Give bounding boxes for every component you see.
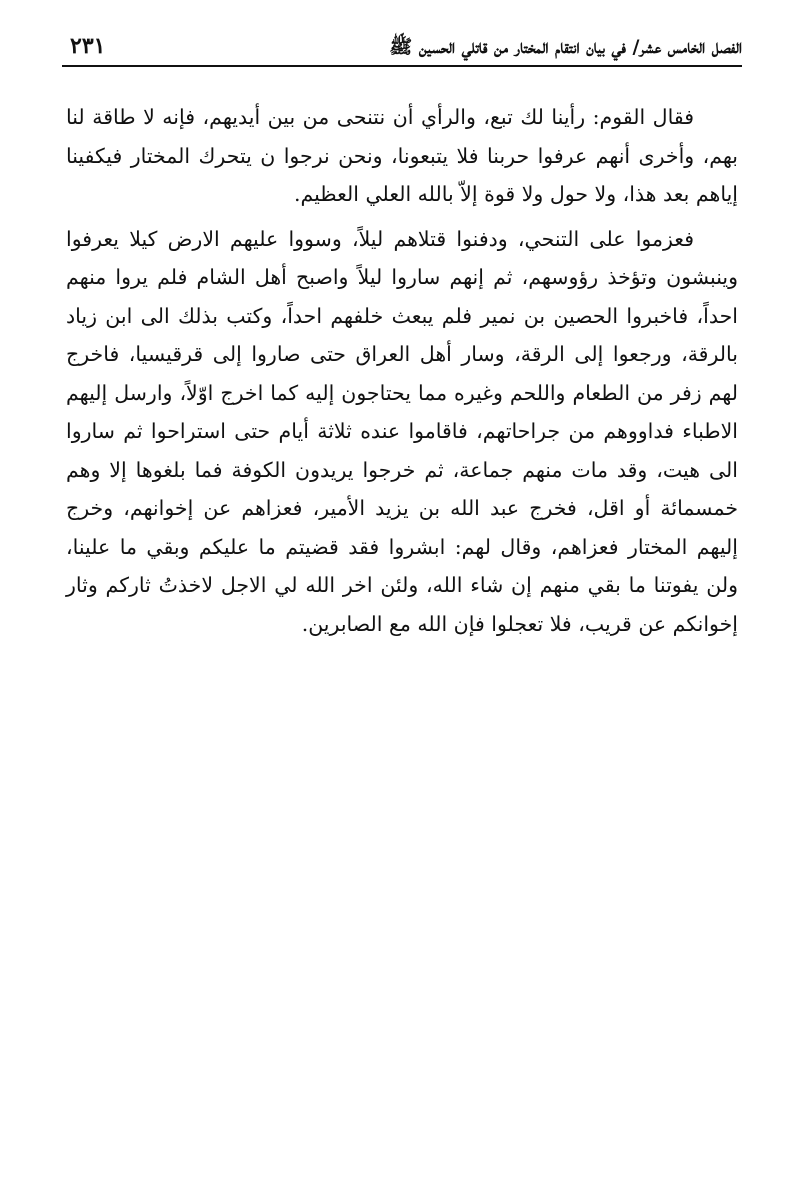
paragraph-1: فقال القوم: رأينا لك تبع، والرأي أن نتنحى من بين أيديهم، فإنه لا طاقة لنا بهم، وأخرى أنهم عرفوا حربنا فلا يتبعونا، ونحن نرجوا ن يتحرك المختار فيكفينا إياهم بعد هذا، ولا حول ولا قوة إلاّ بالله العلي العظيم. (66, 105, 738, 206)
body-text (66, 98, 738, 649)
paragraph-2: فعزموا على التنحي، ودفنوا قتلاهم ليلاً، وسووا عليهم الارض كيلا يعرفوا وينبشون وتؤخذ رؤوسهم، ثم إنهم ساروا ليلاً واصبح أهل الشام فلم يروا منهم احداً، فاخبروا الحصين بن نمير فلم يبعث خلفهم احداً، وكتب بذلك الى ابن زياد بالرقة، ورجعوا إلى الرقة، وسار أهل العراق حتى صاروا إلى قرقيسيا، فاخرج لهم زفر من الطعام واللحم وغيره مما يحتاجون إليه كما اخرج اوّلاً، وارسل إليهم الاطباء فداووهم من جراحاتهم، فاقاموا عنده ثلاثة أيام حتى استراحوا ثم ساروا الى هيت، وقد مات منهم جماعة، ثم خرجوا يريدون الكوفة فما بلغوها إلا وهم خمسمائة أو اقل، فخرج عبد الله بن يزيد الأمير، فعزاهم عن إخوانهم، وخرج إليهم المختار فعزاهم، وقال لهم: ابشروا فقد قضيتم ما عليكم وبقي ما علينا، ولن يفوتنا ما بقي منهم إن شاء الله، ولئن اخر الله لي الاجل لاخذتُ ثاركم وثار إخوانكم عن قريب، فلا تعجلوا فإن الله مع الصابرين. (66, 226, 738, 636)
running-title: الفصل الخامس عشر/ في بيان انتقام المختار من قاتلي الحسين ﷺ (389, 36, 742, 58)
header-rule (62, 65, 742, 67)
page-header (62, 30, 742, 66)
page-number: ٢٣١ (70, 33, 106, 59)
